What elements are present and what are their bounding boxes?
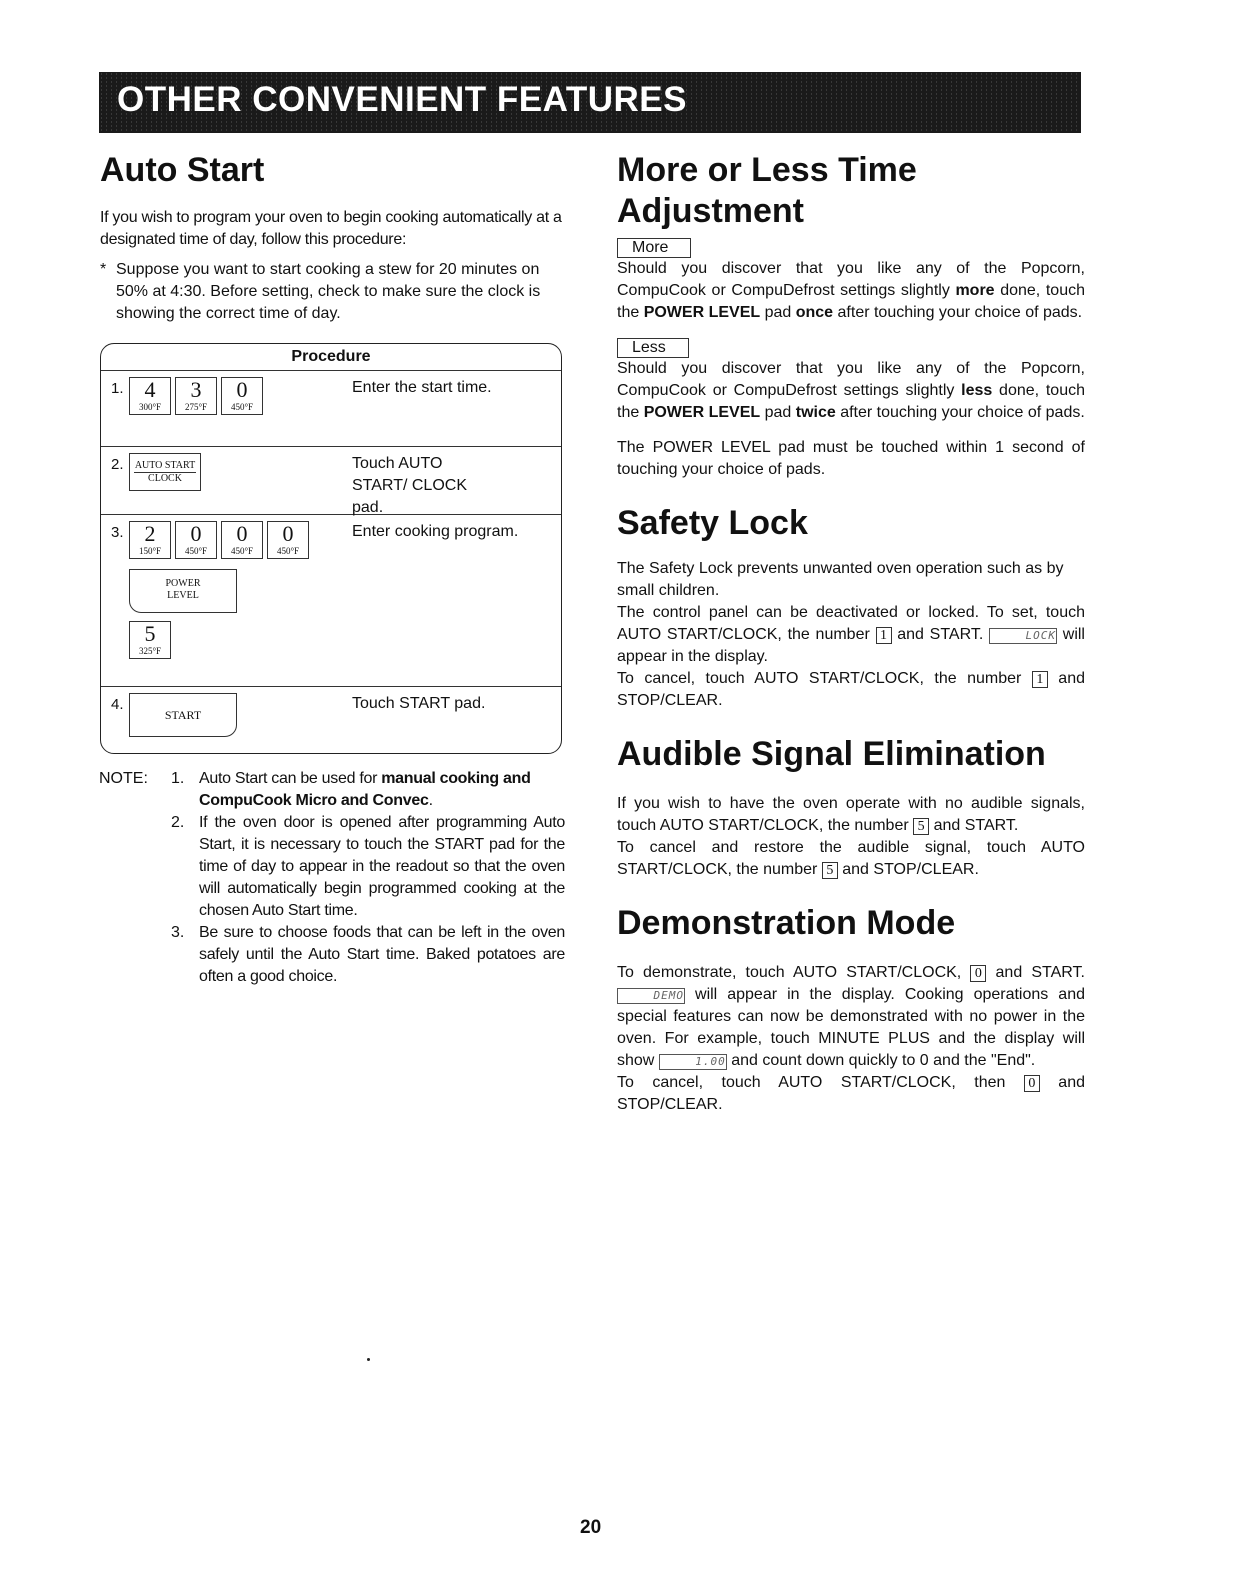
number-pad-5: 5	[822, 862, 838, 879]
procedure-step-1	[101, 371, 561, 447]
procedure-box	[100, 343, 562, 754]
note-number: 1.	[171, 770, 185, 787]
number-pad-5: 5	[913, 818, 929, 835]
number-pad-0: 0	[1024, 1075, 1040, 1092]
minute-display: 1.00	[659, 1054, 727, 1070]
note-text: Be sure to choose foods that can be left in the oven safely until the Auto Start time. Baked potatoes are often a good choice.	[199, 924, 565, 985]
note-text: If the oven door is opened after programming Auto Start, it is necessary to touch the START pad for the time of day to appear in the readout so that the oven will automatically begin programmed cooking at the chosen Auto Start time.	[199, 814, 565, 919]
note-number: 3.	[171, 924, 185, 941]
auto-start-example	[100, 259, 565, 325]
demo-heading: Demonstration Mode	[617, 904, 956, 942]
demo-set: To demonstrate, touch AUTO START/CLOCK, 0 and START. DEMO will appear in the display. Cooking operations and special features can now be demonstrated with no power in the oven. For example, touch MINUTE PLUS and the display will show 1.00 and count down quickly to 0 and the "End".	[617, 964, 1086, 1069]
step-number: 3.	[111, 524, 124, 541]
note-label: NOTE:	[99, 770, 148, 787]
more-pad-label: More	[617, 238, 691, 258]
audible-cancel: To cancel and restore the audible signal, touch AUTO START/CLOCK, the number 5 and STOP/CLEAR.	[617, 839, 1085, 878]
step-pads	[129, 521, 344, 680]
step-text: Enter the start time.	[352, 379, 492, 396]
power-level-pad: POWER LEVEL	[129, 569, 237, 613]
less-pad-label: Less	[617, 338, 689, 358]
section-banner	[99, 72, 1081, 133]
note-number: 2.	[171, 814, 185, 831]
demo-display: DEMO	[617, 988, 685, 1004]
number-pad-4: 4 300°F	[129, 377, 171, 415]
auto-start-section	[100, 150, 565, 988]
more-text: Should you discover that you like any of the Popcorn, CompuCook or CompuDefrost settings slightly more done, touch the POWER LEVEL pad once after touching your choice of pads.	[617, 260, 1085, 321]
bullet-mark: *	[100, 261, 107, 278]
demo-cancel: To cancel, touch AUTO START/CLOCK, then 0 and STOP/CLEAR.	[617, 1074, 1086, 1113]
safety-lock-heading: Safety Lock	[617, 504, 808, 542]
lock-display: LOCK	[989, 628, 1057, 644]
number-pad-0: 0 450°F	[221, 521, 263, 559]
step-text: Touch START pad.	[352, 695, 486, 712]
number-pad-0: 0	[970, 965, 986, 982]
auto-start-intro: If you wish to program your oven to begin cooking automatically at a designated time of day, follow this procedure:	[100, 209, 562, 248]
number-pad-0: 0 450°F	[175, 521, 217, 559]
procedure-step-4	[101, 687, 561, 753]
step-number: 1.	[111, 380, 124, 397]
number-pad-0: 0 450°F	[267, 521, 309, 559]
procedure-title: Procedure	[101, 344, 561, 371]
audible-heading: Audible Signal Elimination	[617, 735, 1046, 773]
auto-start-heading: Auto Start	[100, 151, 265, 189]
right-column	[617, 150, 1085, 1116]
demo-section	[617, 903, 1085, 1116]
notes	[99, 768, 565, 988]
page-number: 20	[580, 1517, 602, 1538]
less-text: Should you discover that you like any of the Popcorn, CompuCook or CompuDefrost settings slightly less done, touch the POWER LEVEL pad twice after touching your choice of pads.	[617, 360, 1085, 421]
step-pads	[129, 377, 344, 440]
safety-lock-section	[617, 503, 1085, 712]
time-adjust-section	[617, 150, 1085, 481]
procedure-step-2	[101, 447, 561, 515]
number-pad-0: 0 450°F	[221, 377, 263, 415]
auto-start-clock-pad: AUTO START CLOCK	[129, 453, 201, 491]
step-number: 4.	[111, 696, 124, 713]
number-pad-1: 1	[876, 627, 892, 644]
example-text: Suppose you want to start cooking a stew for 20 minutes on 50% at 4:30. Before setting, check to make sure the clock is showing the correct time of day.	[116, 261, 541, 322]
safety-lock-cancel: To cancel, touch AUTO START/CLOCK, the number 1 and STOP/CLEAR.	[617, 670, 1085, 709]
step-pads	[129, 693, 344, 747]
number-pad-2: 2 150°F	[129, 521, 171, 559]
start-pad: START	[129, 693, 237, 737]
time-adjust-heading: More or Less Time Adjustment	[617, 151, 917, 230]
safety-lock-set: The control panel can be deactivated or locked. To set, touch AUTO START/CLOCK, the number 1 and START. LOCK will appear in the display.	[617, 604, 1085, 665]
banner-title: OTHER CONVENIENT FEATURES	[117, 80, 687, 119]
procedure-step-3	[101, 515, 561, 687]
number-pad-5: 5 325°F	[129, 621, 171, 659]
safety-lock-intro: The Safety Lock prevents unwanted oven operation such as by small children.	[617, 560, 1064, 599]
step-pads	[129, 453, 344, 508]
timing-note: The POWER LEVEL pad must be touched within 1 second of touching your choice of pads.	[617, 439, 1085, 478]
audible-section	[617, 734, 1085, 881]
note-text: Auto Start can be used for manual cooking and CompuCook Micro and Convec.	[199, 770, 531, 809]
note-item	[99, 812, 565, 922]
note-item	[99, 922, 565, 988]
number-pad-3: 3 275°F	[175, 377, 217, 415]
step-number: 2.	[111, 456, 124, 473]
step-text: Touch AUTO START/ CLOCK pad.	[352, 455, 467, 516]
scan-speck	[367, 1358, 370, 1361]
number-pad-1: 1	[1032, 671, 1048, 688]
step-text: Enter cooking program.	[352, 523, 519, 540]
note-item	[99, 768, 565, 812]
audible-set: If you wish to have the oven operate with no audible signals, touch AUTO START/CLOCK, the number 5 and START.	[617, 795, 1085, 834]
